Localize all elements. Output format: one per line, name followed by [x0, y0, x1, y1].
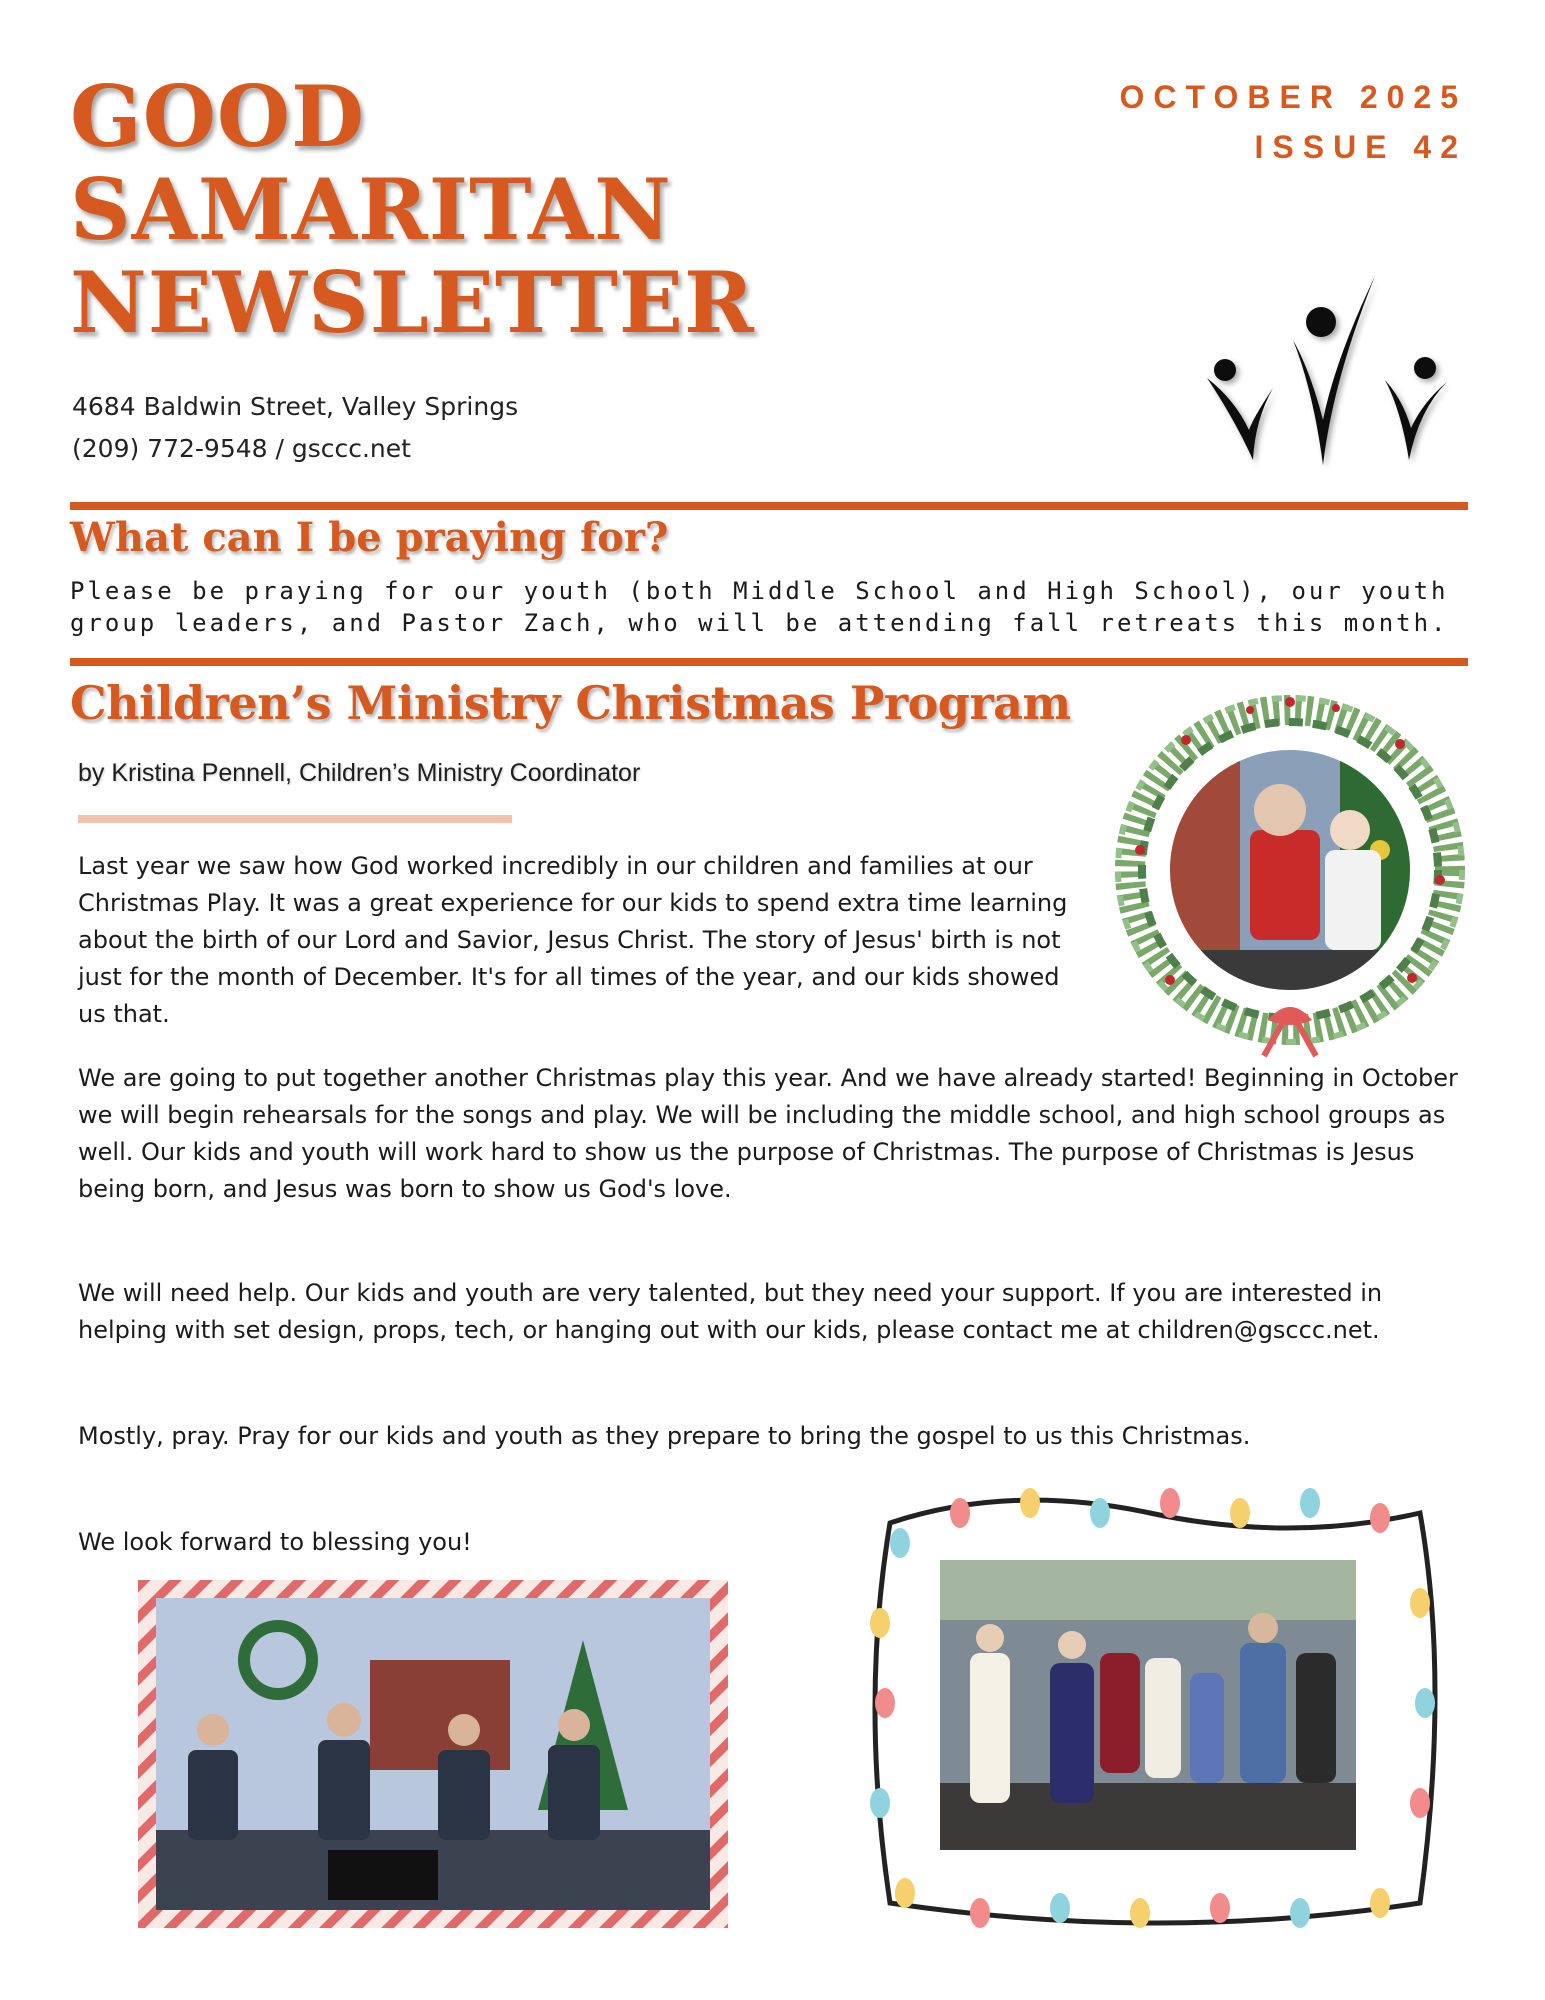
church-logo-icon	[1195, 270, 1455, 470]
issue-info	[1120, 72, 1468, 172]
band-photo	[138, 1580, 728, 1928]
childrens-ministry-heading: Children’s Ministry Christmas Program	[70, 676, 1071, 730]
wreath-photo	[1100, 680, 1480, 1060]
byline-underline	[78, 815, 512, 823]
address: 4684 Baldwin Street, Valley Springs	[72, 392, 519, 421]
title-line-2: SAMARITAN	[70, 160, 672, 259]
byline: by Kristina Pennell, Children’s Ministry Coordinator	[78, 759, 641, 787]
title-line-3: NEWSLETTER	[70, 253, 755, 352]
article-paragraph: We are going to put together another Christmas play this year. And we have already started! Beginning in October we will begin rehearsals for the songs and play. We will be including the middle school, and high school groups as well. Our kids and youth will work hard to show us the purpose of Christmas. The purpose of Christmas is Jesus being born, and Jesus was born to show us God's love.	[78, 1064, 1458, 1203]
issue-number: ISSUE 42	[1254, 129, 1467, 165]
phone-website: (209) 772-9548 / gsccc.net	[72, 434, 411, 463]
prayer-heading: What can I be praying for?	[70, 514, 669, 561]
article-paragraph: Last year we saw how God worked incredibly in our children and families at our Christmas Play. It was a great experience for our kids to spend extra time learning about the birth of our Lord and Savior, Jesus Christ. The story of Jesus' birth is not just for the month of December. It's for all times of the year, and our kids showed us that.	[78, 852, 1068, 1028]
title-line-1: GOOD	[70, 67, 365, 166]
newsletter-title	[70, 67, 755, 352]
section-divider	[70, 658, 1468, 666]
closing-line: We look forward to blessing you!	[78, 1528, 472, 1556]
issue-month: OCTOBER 2025	[1119, 79, 1467, 115]
section-divider	[70, 502, 1468, 510]
prayer-text: Please be praying for our youth (both Middle School and High School), our youth group leaders, and Pastor Zach, who will be attending fall retreats this month.	[70, 577, 1449, 637]
article-paragraph: Mostly, pray. Pray for our kids and youth as they prepare to bring the gospel to us this Christmas.	[78, 1422, 1251, 1450]
nativity-photo	[860, 1483, 1440, 1933]
contact-info	[72, 386, 518, 470]
article-paragraph: We will need help. Our kids and youth are very talented, but they need your support. If you are interested in helping with set design, props, tech, or hanging out with our kids, please contact me at children@gsccc.net.	[78, 1279, 1383, 1344]
